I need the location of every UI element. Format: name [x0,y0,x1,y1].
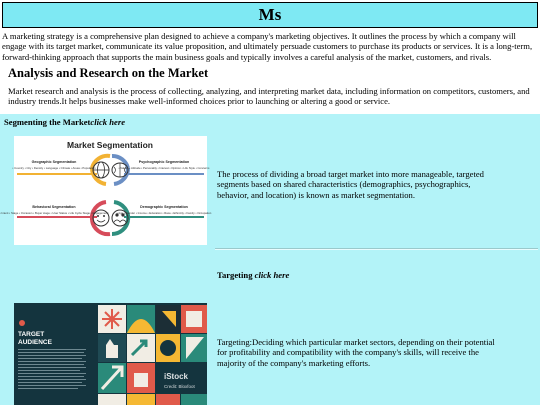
demographic-title: Demographic Segmentation [140,205,188,209]
geographic-items: • Country • City • Density • Language • Climate • Areas • Population [12,166,96,170]
behavioral-items: • Intent • Stage • Occasion • Buyer stage • User Status • Life Cycle Stage • Engagement [0,211,109,215]
analysis-paragraph: Market research and analysis is the process of collecting, analyzing, and interpreting market data, including information on competitors, customers, and industry trends.It helps businesses make well-informed choices prior to launching or altering a good or service. [8,86,530,107]
target-audience-title-line2: AUDIENCE [18,339,52,346]
psychographic-items: • Values • Attitude • Personality • Interest • Opinion • Life Style • Concerns [118,166,210,170]
page-title: Ms [258,5,282,24]
circle-icon [160,340,176,356]
intro-paragraph: A marketing strategy is a comprehensive plan designed to achieve a company's marketing objectives. It outlines the process by which a company will engage with its target market, communicate its value proposition, and ultimately persuade customers to purchase its products or services. It is a long-term, forward-thinking approach that supports the main business goals and typically involves a careful analysis of the market, customers, and rivals. [2,31,533,62]
targeting-click-here-link[interactable]: click here [254,270,290,280]
analysis-heading: Analysis and Research on the Market [8,66,209,80]
demographic-items: • Age • Gender • Income • Education • Race • Ethnicity • Family • Occupation [116,211,212,215]
target-icon [19,320,25,326]
segmentation-graphic-title: Market Segmentation [67,140,153,150]
section-divider [215,248,538,250]
target-audience-graphic [14,303,207,405]
targeting-description: Targeting:Deciding which particular market sectors, depending on their potential for profitability and compatibility with the company's skills, will receive the majority of the company's marketing efforts. [217,337,495,368]
target-audience-title-line1: TARGET [18,331,45,338]
targeting-heading-text: Targeting [217,270,253,280]
page-title-bar [2,2,538,28]
targeting-heading [217,270,289,280]
target-audience-image [14,303,207,405]
behavioral-title: Behavioral Segmentation [32,205,76,209]
psychographic-title: Psychographic Segmentation [138,160,190,164]
segmenting-heading [4,117,125,127]
segmenting-heading-text: Segmenting the Market [4,117,91,127]
geographic-title: Geographic Segmentation [31,160,77,164]
segmenting-click-here-link[interactable]: click here [90,117,126,127]
segmentation-description: The process of dividing a broad target market into more manageable, targeted segments based on shared characteristics (demographics, psychographics, behavior, and location) is known as market segmentation. [217,169,484,200]
market-segmentation-image [0,136,212,245]
istock-watermark: iStock [164,372,189,381]
market-segmentation-graphic [0,136,212,245]
image-credit: Credit: Bloxfoot [164,384,195,389]
burst-icon [102,309,122,329]
tile-grid [98,305,207,405]
